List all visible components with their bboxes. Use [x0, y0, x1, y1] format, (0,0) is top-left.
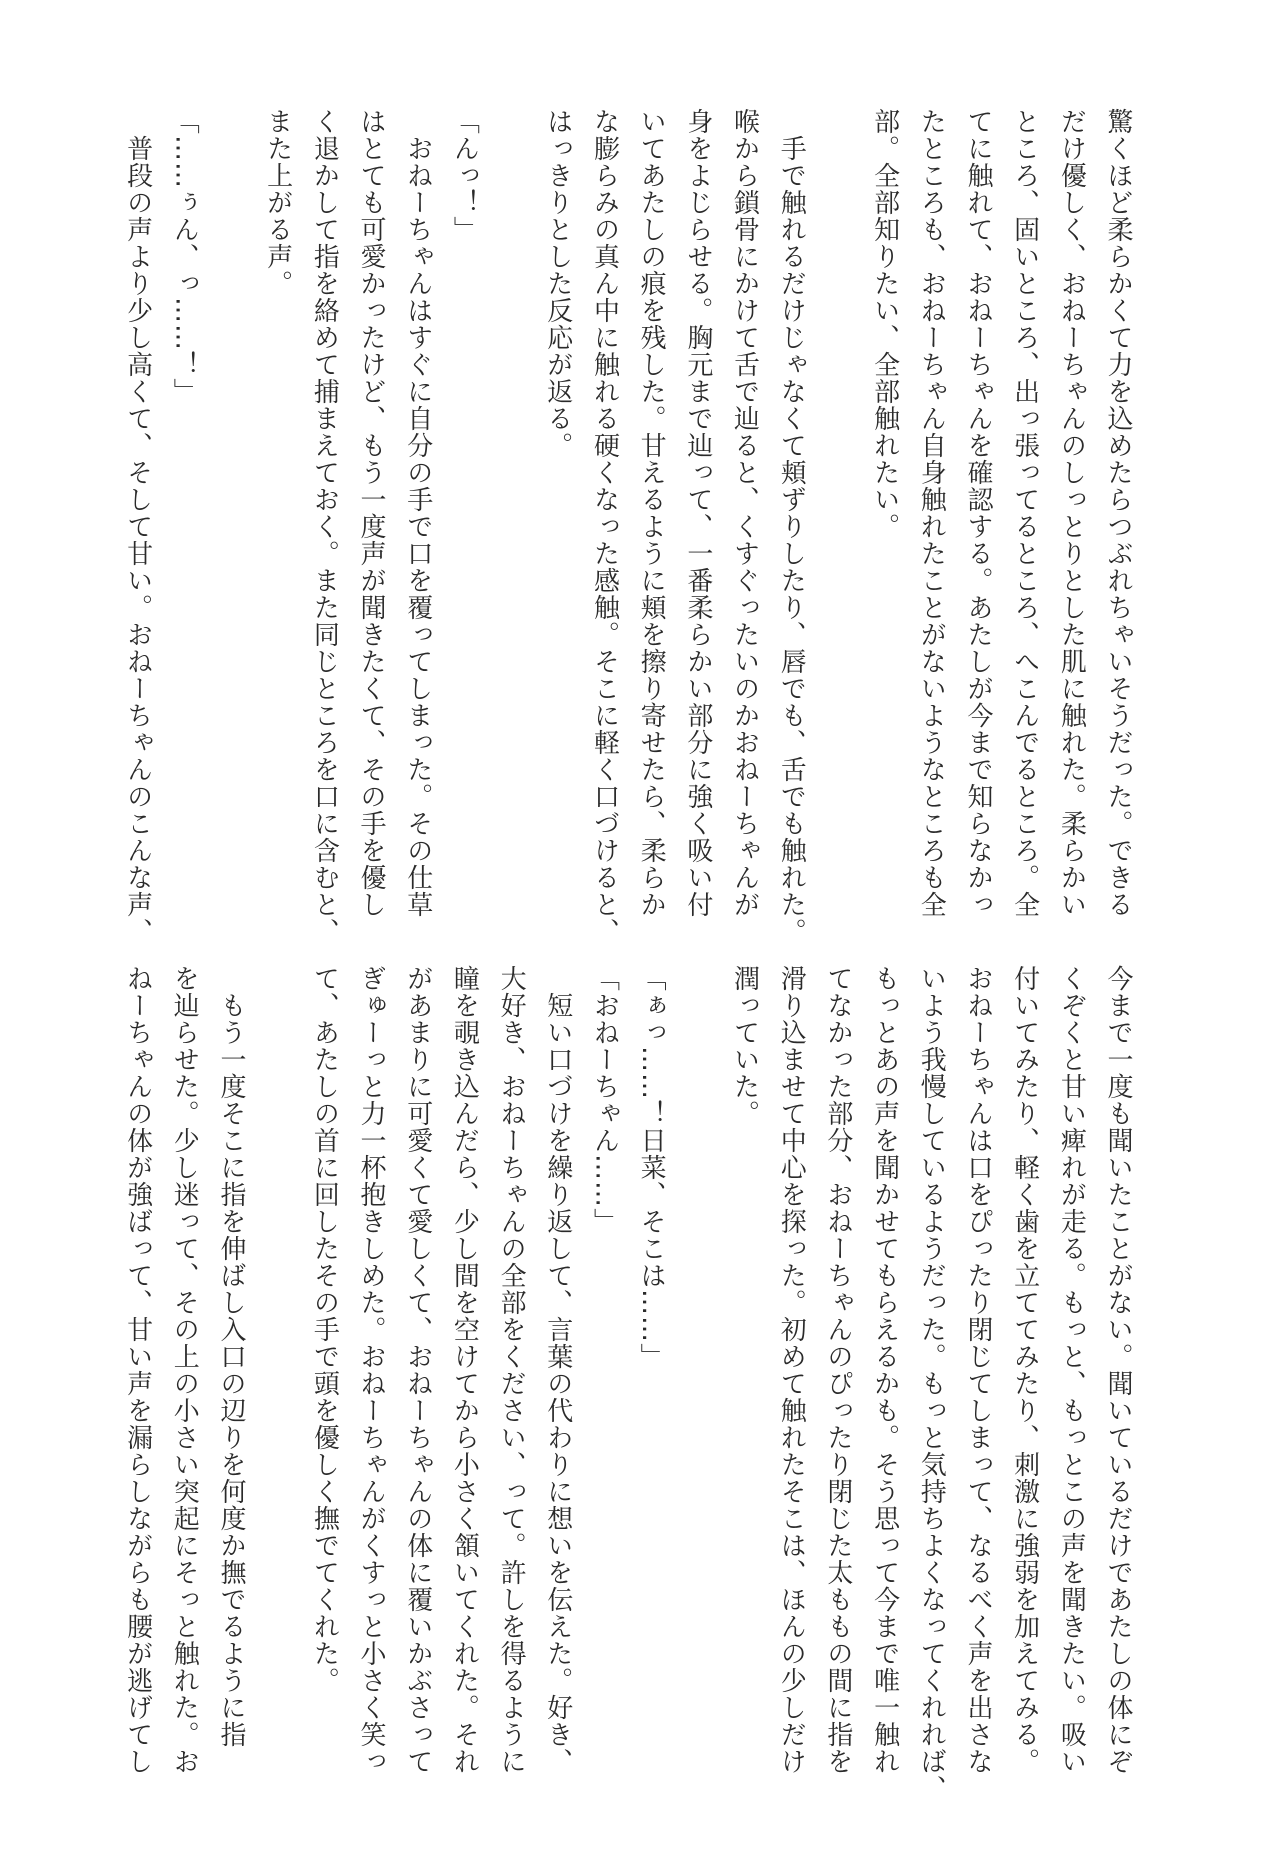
text-line [674, 965, 721, 1765]
text-line: おねーちゃんは口をぴったり閉じてしまって、なるべく声を出さな [962, 965, 993, 1775]
text-line: 今まで一度も聞いたことがない。聞いているだけであたしの体にぞ [1103, 965, 1133, 1775]
text-line: だけ優しく、おねーちゃんのしっとりとした肌に触れた。柔らかい [1056, 108, 1087, 918]
text-block-top [114, 108, 1141, 945]
text-line: 滑り込ませて中心を探った。初めて触れたそこは、ほんの少しだけ [776, 965, 807, 1775]
text-line [487, 108, 534, 908]
text-line: ぎゅーっと力一杯抱きしめた。おねーちゃんがくすっと小さく笑っ [356, 965, 386, 1775]
text-line: くぞくと甘い痺れが走る。もっと、もっとこの声を聞きたい。吸い [1056, 965, 1087, 1775]
text-line: たところも、おねーちゃん自身触れたことがないようなところも全 [916, 108, 947, 918]
text-line: 「んっ！」 [449, 108, 480, 243]
text-line: 「おねーちゃん……」 [589, 965, 620, 1235]
text-line: いてあたしの痕を残した。甘えるように頬を擦り寄せたら、柔らか [636, 108, 667, 918]
text-line: また上がる声。 [262, 108, 293, 297]
text-line: てなかった部分、おねーちゃんのぴったり閉じた太ももの間に指を [822, 965, 853, 1775]
text-line: 部。全部知りたい、全部触れたい。 [869, 108, 900, 540]
text-line: 驚くほど柔らかくて力を込めたらつぶれちゃいそうだった。できる [1103, 108, 1133, 918]
text-line: おねーちゃんはすぐに自分の手で口を覆ってしまった。その仕草 [402, 108, 433, 918]
text-line: 「……ぅん、っ……！」 [169, 108, 200, 405]
text-line: 短い口づけを繰り返して、言葉の代わりに想いを伝えた。好き、 [542, 965, 573, 1775]
text-line: ところ、固いところ、出っ張ってるところ、へこんでるところ。全 [1009, 108, 1040, 918]
text-line: 手で触れるだけじゃなくて頬ずりしたり、唇でも、舌でも触れた。 [776, 108, 807, 945]
text-line: ねーちゃんの体が強ばって、甘い声を漏らしながらも腰が逃げてし [122, 965, 153, 1775]
text-line: 大好き、おねーちゃんの全部をください、って。許しを得るように [496, 965, 527, 1775]
text-block-bottom [114, 965, 1141, 1802]
text-line: な膨らみの真ん中に触れる硬くなった感触。そこに軽く口づけると、 [589, 108, 620, 945]
text-line: 「ぁっ……！日菜、そこは……」 [636, 965, 667, 1370]
text-line: 付いてみたり、軽く歯を立ててみたり、刺激に強弱を加えてみる。 [1009, 965, 1040, 1775]
text-line: 瞳を覗き込んだら、少し間を空けてから小さく頷いてくれた。それ [449, 965, 480, 1775]
text-line: はっきりとした反応が返る。 [542, 108, 573, 459]
text-line [207, 108, 254, 908]
text-line: があまりに可愛くて愛しくて、おねーちゃんの体に覆いかぶさって [402, 965, 433, 1775]
text-line: て、あたしの首に回したその手で頭を優しく撫でてくれた。 [309, 965, 340, 1694]
text-line [814, 108, 861, 908]
text-line: もっとあの声を聞かせてもらえるかも。そう思って今まで唯一触れ [869, 965, 900, 1775]
text-line: 潤っていた。 [729, 965, 760, 1127]
text-line: 普段の声より少し高くて、そして甘い。おねーちゃんのこんな声、 [122, 108, 153, 945]
text-line: はとても可愛かったけど、もう一度声が聞きたくて、その手を優し [356, 108, 386, 918]
text-line: く退かして指を絡めて捕まえておく。また同じところを口に含むと、 [309, 108, 340, 945]
text-line: を辿らせた。少し迷って、その上の小さい突起にそっと触れた。お [169, 965, 200, 1775]
text-line: いよう我慢しているようだった。もっと気持ちよくなってくれれば、 [916, 965, 947, 1802]
text-line: てに触れて、おねーちゃんを確認する。あたしが今まで知らなかっ [962, 108, 993, 918]
text-line: 喉から鎖骨にかけて舌で辿ると、くすぐったいのかおねーちゃんが [729, 108, 760, 918]
text-line: もう一度そこに指を伸ばし入口の辺りを何度か撫でるように指 [215, 965, 246, 1748]
text-line [254, 965, 301, 1765]
text-line: 身をよじらせる。胸元まで辿って、一番柔らかい部分に強く吸い付 [682, 108, 713, 918]
